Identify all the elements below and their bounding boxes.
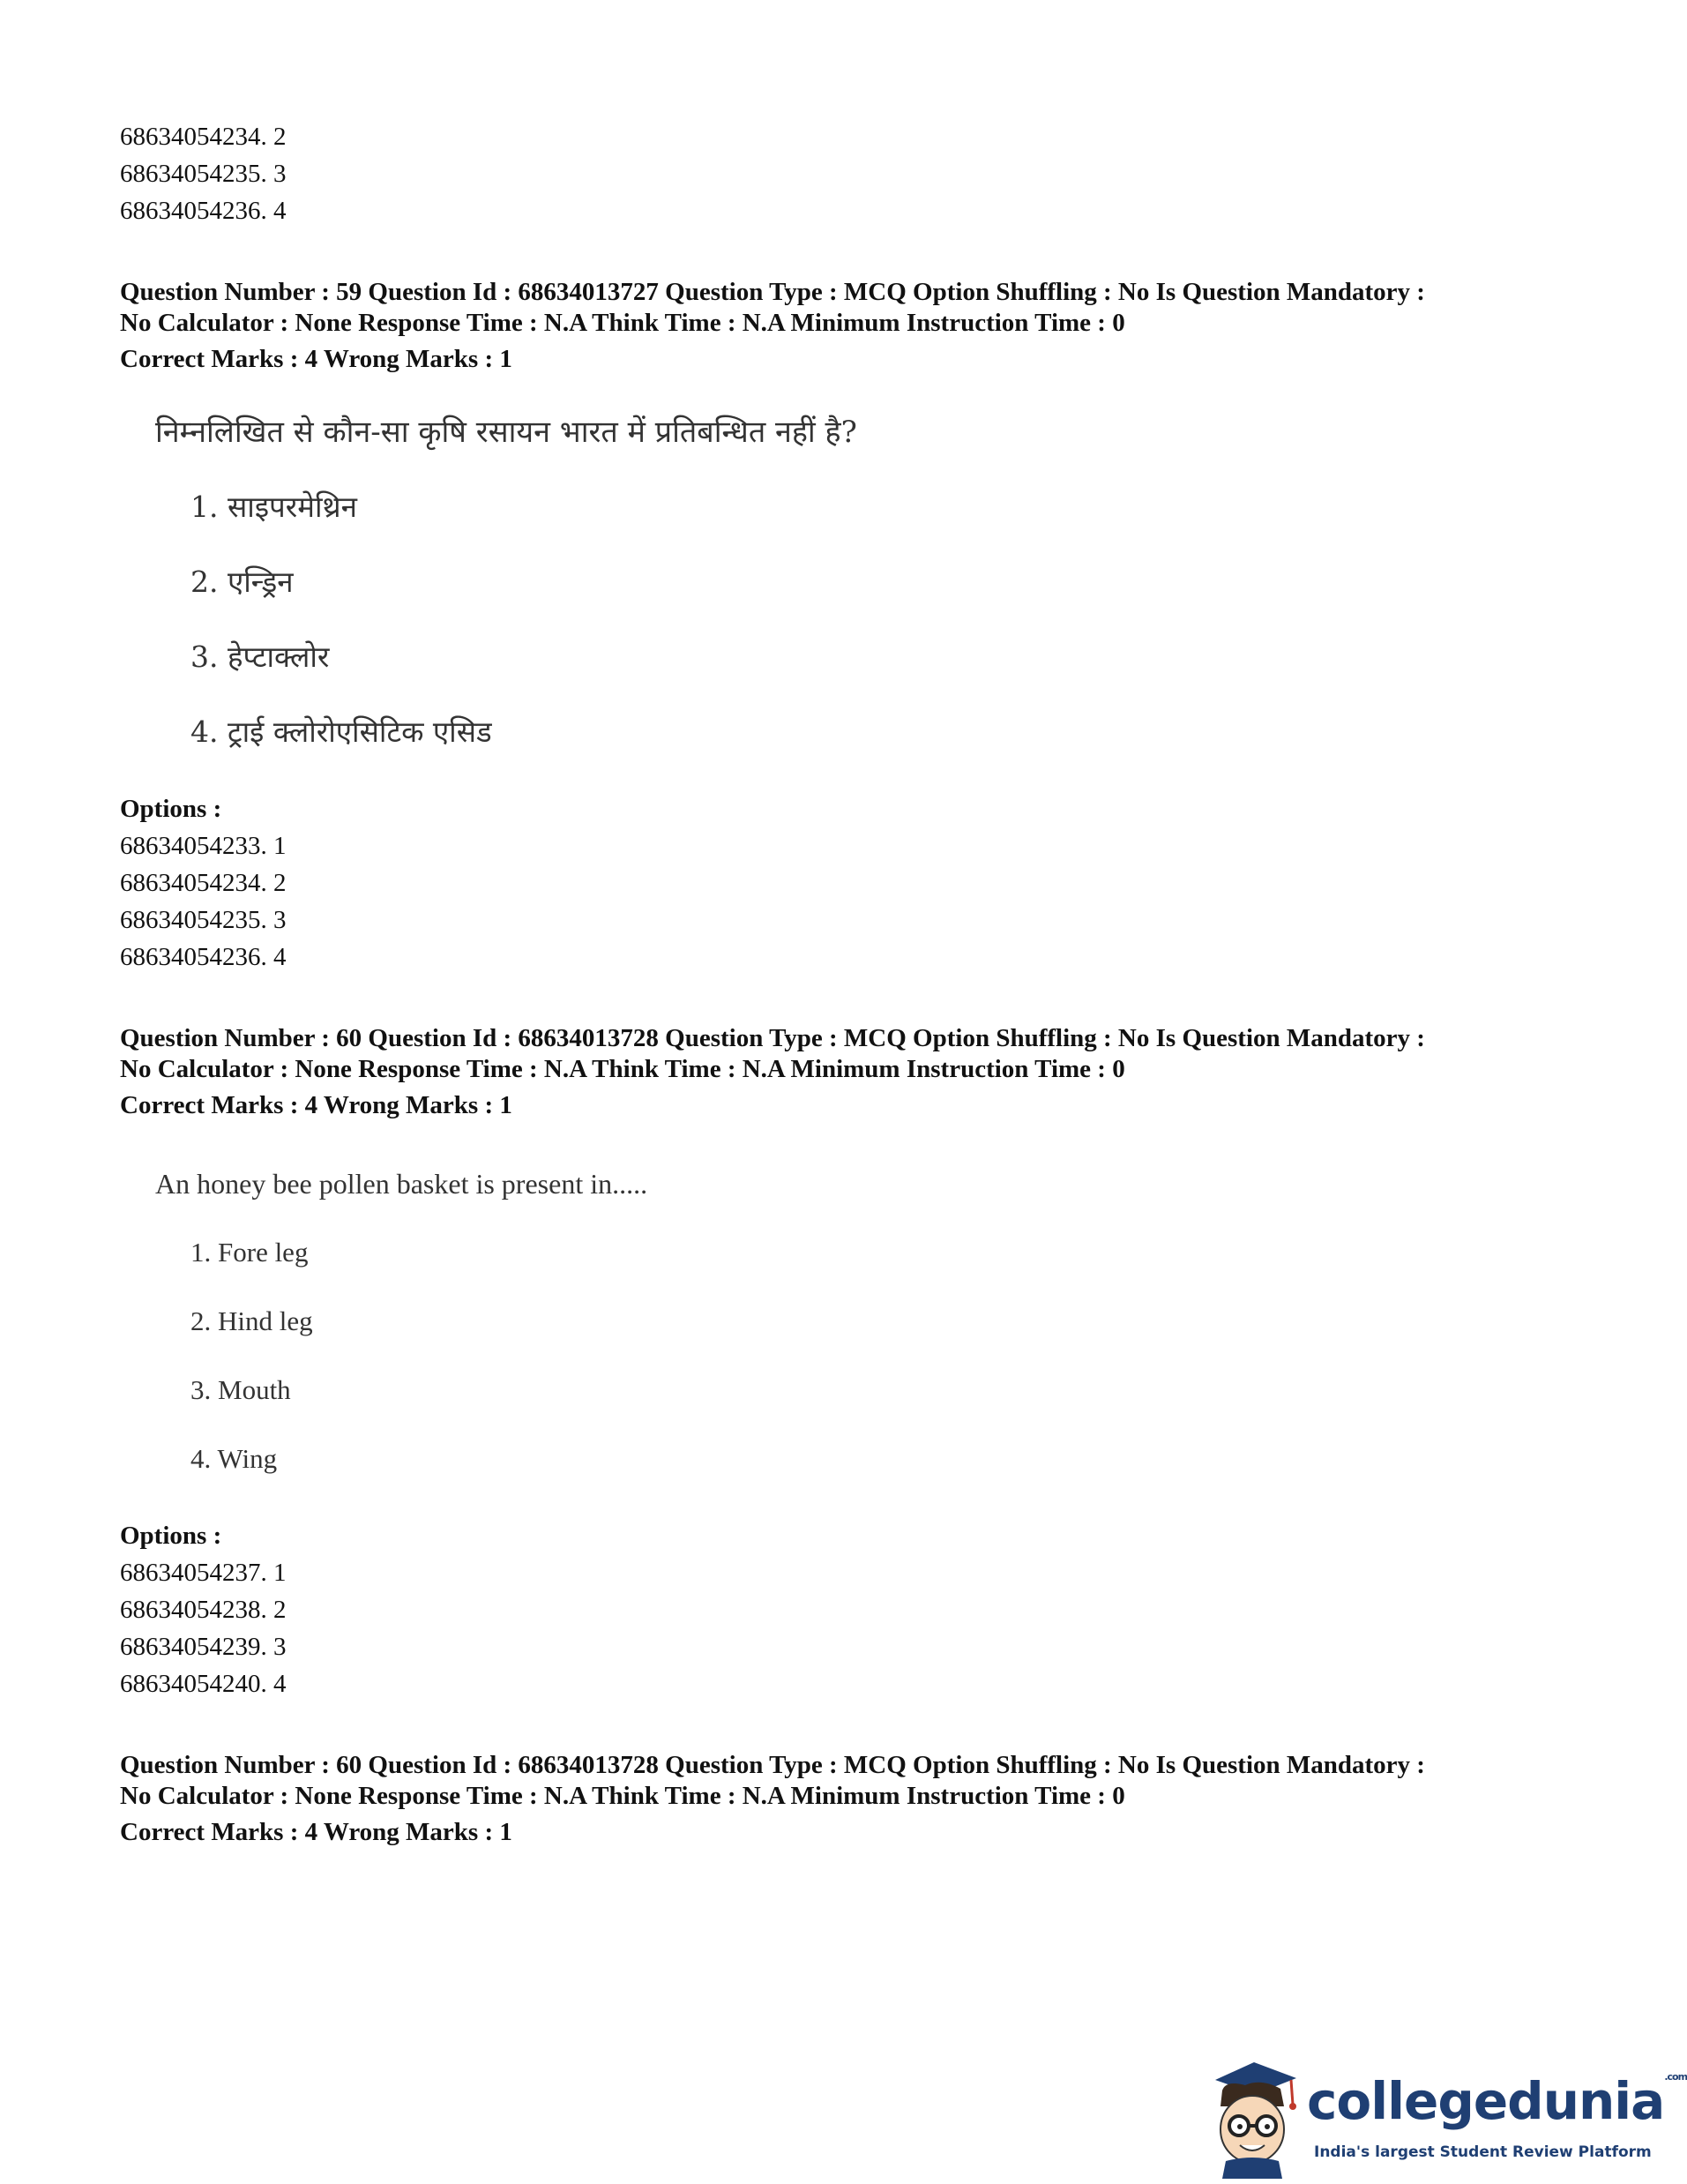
logo-wordmark	[1307, 2071, 1687, 2131]
option-id-line: 68634054235. 3	[120, 906, 287, 934]
question-text: An honey bee pollen basket is present in.....	[155, 1168, 648, 1200]
option-id-line: 68634054233. 1	[120, 832, 287, 860]
question-meta-line-2: No Calculator : None Response Time : N.A Think Time : N.A Minimum Instruction Time : 0	[120, 1055, 1125, 1083]
question-block-60-repeat	[120, 1750, 1513, 1851]
question-image	[155, 1166, 1513, 1477]
question-meta-line-1: Question Number : 60 Question Id : 68634013728 Question Type : MCQ Option Shuffling : No Is Question Mandatory :	[120, 1024, 1425, 1052]
question-choice: 2. Hind leg	[190, 1305, 313, 1336]
question-choice: 2. एन्ड्रिन	[190, 565, 294, 599]
option-id-line: 68634054236. 4	[120, 943, 287, 971]
mascot-icon	[1199, 2055, 1310, 2179]
logo-domain: .com	[1664, 2071, 1687, 2083]
option-id-line: 68634054240. 4	[120, 1670, 287, 1698]
question-choice: 4. Wing	[190, 1443, 278, 1474]
previous-options-list	[120, 118, 1513, 229]
option-id-line: 68634054234. 2	[120, 869, 287, 897]
question-marks: Correct Marks : 4 Wrong Marks : 1	[120, 1091, 512, 1119]
question-image	[155, 415, 1513, 750]
question-marks: Correct Marks : 4 Wrong Marks : 1	[120, 1818, 512, 1846]
option-id-line: 68634054236. 4	[120, 197, 287, 225]
question-choice: 1. साइपरमेथ्रिन	[190, 490, 357, 524]
question-block-59	[120, 277, 1513, 976]
question-marks: Correct Marks : 4 Wrong Marks : 1	[120, 345, 512, 373]
option-id-line: 68634054234. 2	[120, 123, 287, 151]
question-paper-page	[120, 118, 1513, 1851]
question-choice: 3. हेप्टाक्लोर	[190, 639, 330, 674]
question-meta-line-2: No Calculator : None Response Time : N.A Think Time : N.A Minimum Instruction Time : 0	[120, 1782, 1125, 1810]
question-meta-line-1: Question Number : 59 Question Id : 68634013727 Question Type : MCQ Option Shuffling : No Is Question Mandatory :	[120, 278, 1425, 306]
question-meta-line-2: No Calculator : None Response Time : N.A Think Time : N.A Minimum Instruction Time : 0	[120, 309, 1125, 337]
logo-tagline: India's largest Student Review Platform	[1314, 2143, 1652, 2161]
option-id-line: 68634054238. 2	[120, 1596, 287, 1624]
options-heading: Options :	[120, 795, 222, 823]
question-choice: 1. Fore leg	[190, 1237, 309, 1268]
logo-name: collegedunia	[1307, 2071, 1665, 2131]
question-choice: 3. Mouth	[190, 1374, 291, 1405]
collegedunia-logo[interactable]	[1199, 2055, 1687, 2179]
question-text: निम्नलिखित से कौन-सा कृषि रसायन भारत में प्रतिबन्धित नहीं है?	[155, 415, 857, 450]
question-block-60	[120, 1023, 1513, 1702]
options-heading: Options :	[120, 1522, 222, 1550]
question-choice: 4. ट्राई क्लोरोएसिटिक एसिड	[190, 714, 492, 749]
option-id-line: 68634054237. 1	[120, 1559, 287, 1587]
question-meta-line-1: Question Number : 60 Question Id : 68634013728 Question Type : MCQ Option Shuffling : No Is Question Mandatory :	[120, 1751, 1425, 1779]
option-id-line: 68634054239. 3	[120, 1633, 287, 1661]
option-id-line: 68634054235. 3	[120, 160, 287, 188]
